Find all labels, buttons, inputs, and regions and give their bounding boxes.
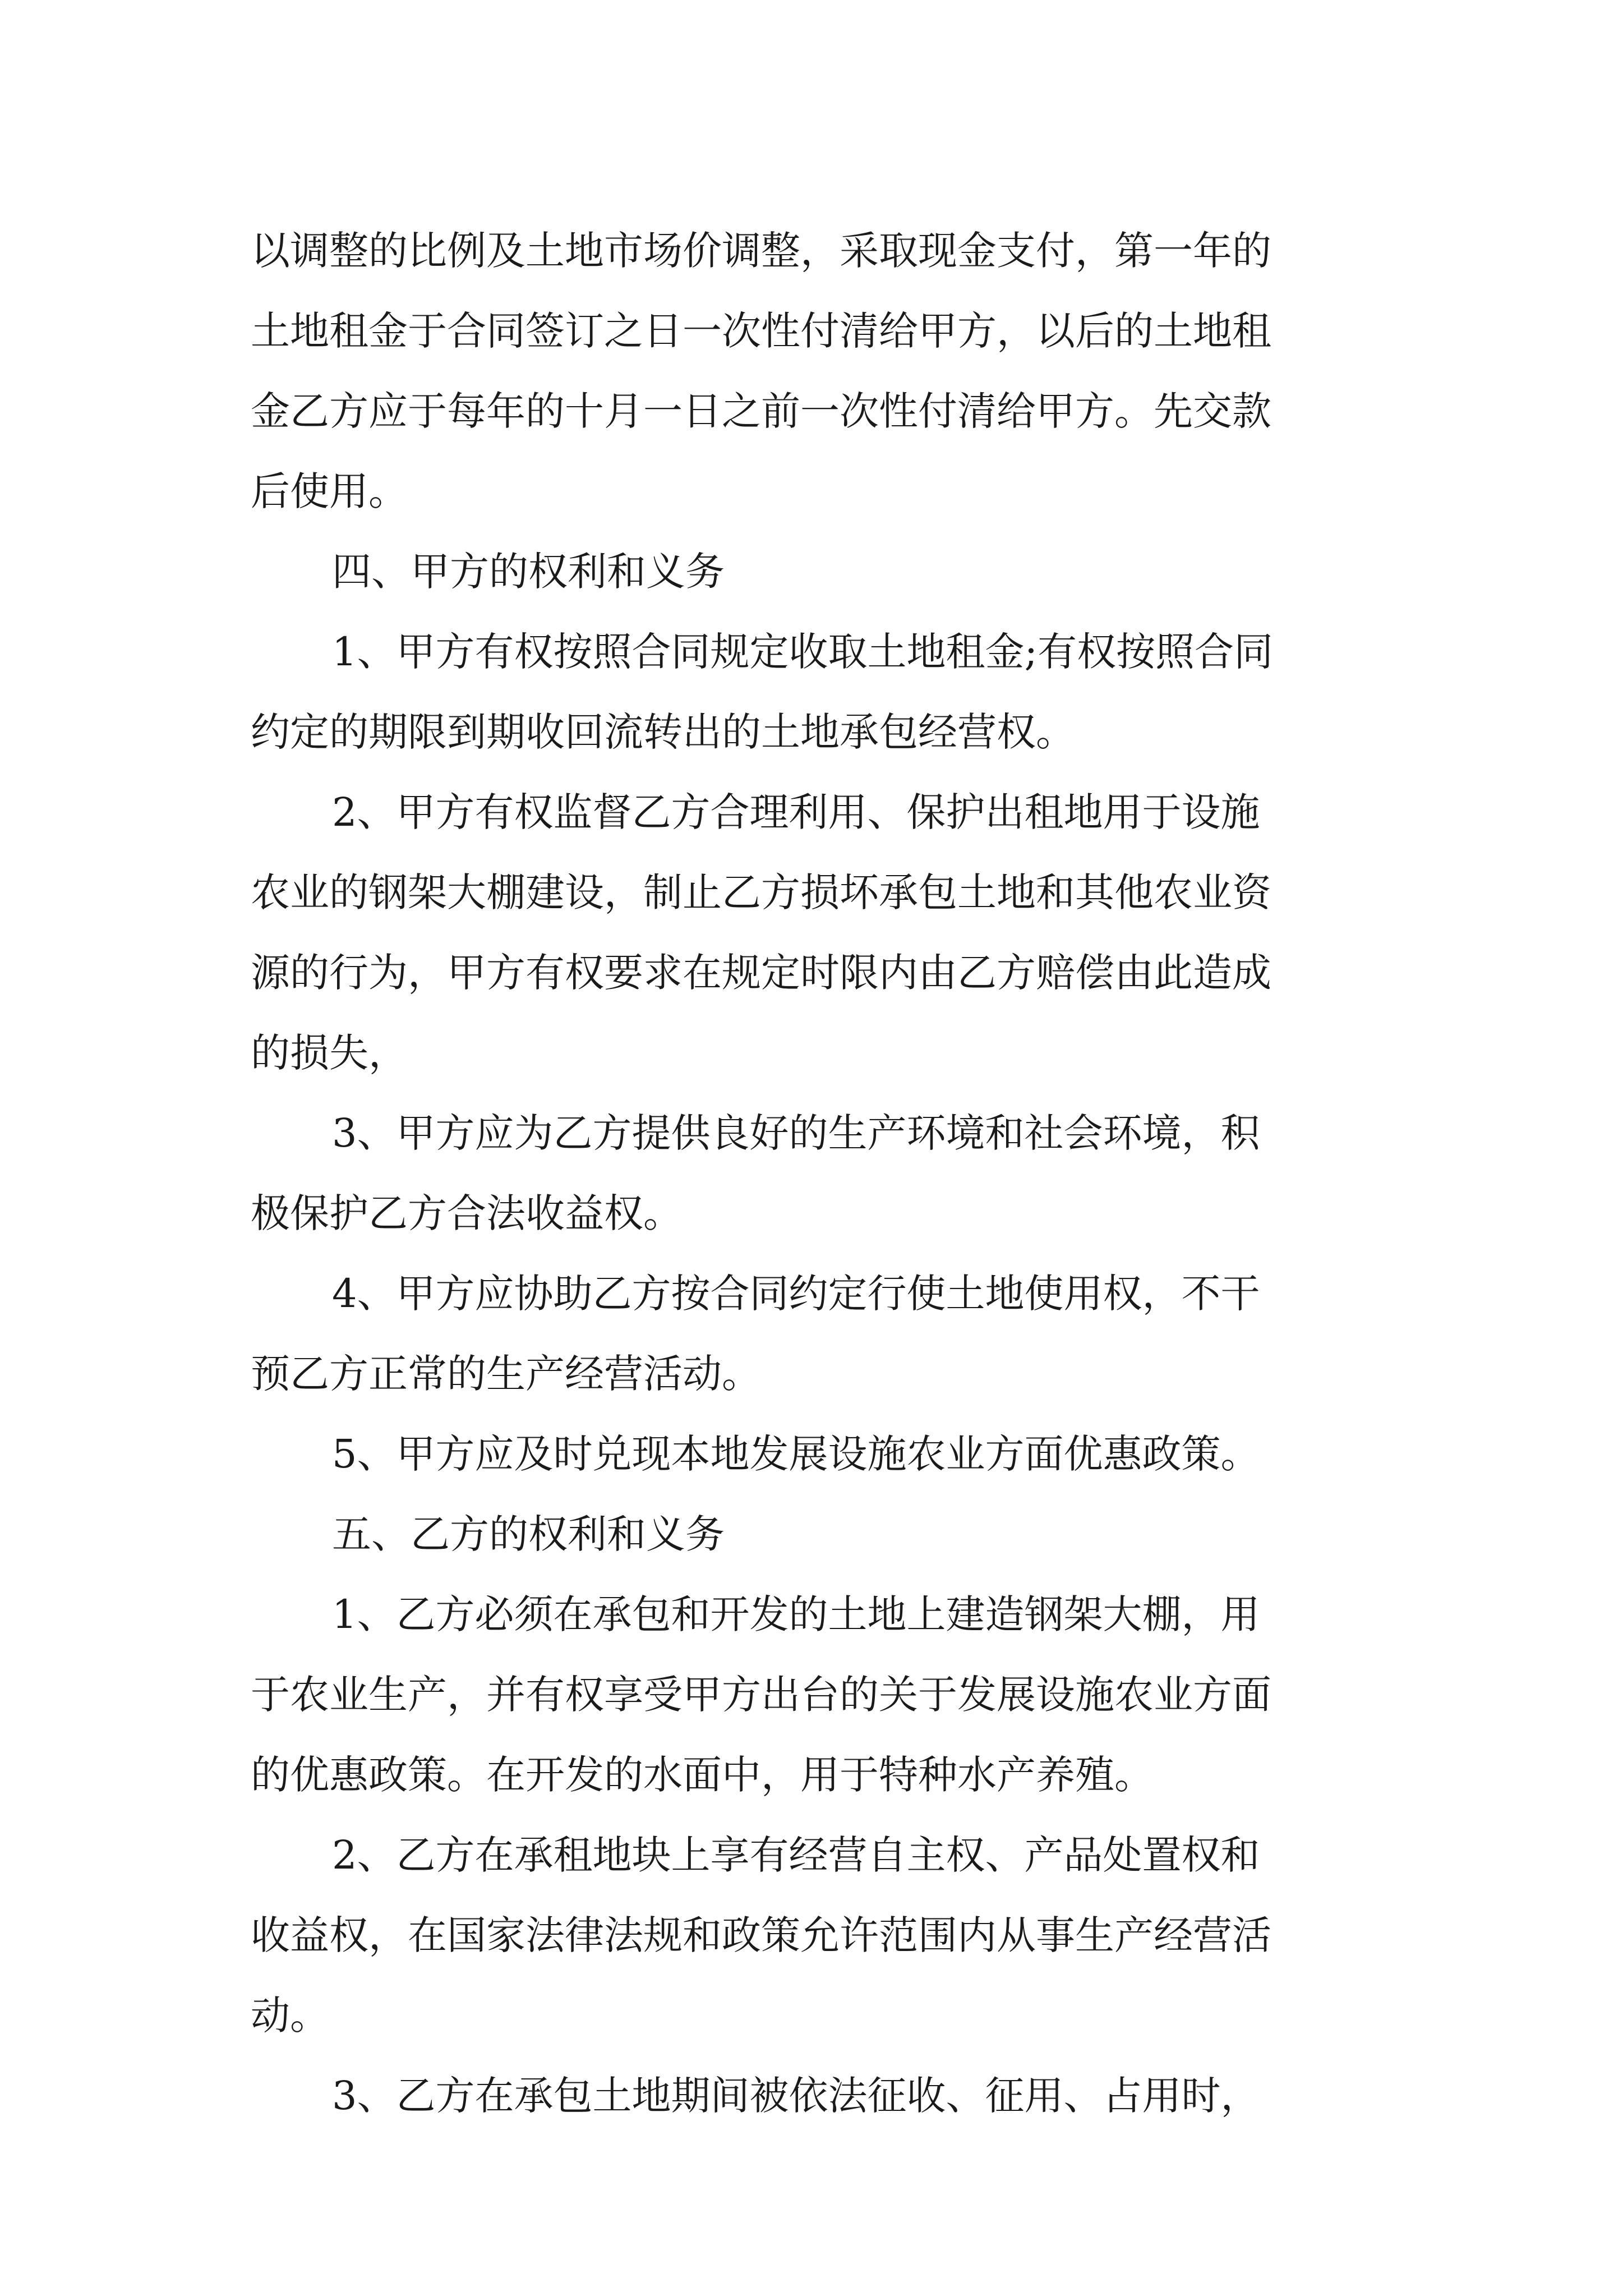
text-line: 的优惠政策。在开发的水面中，用于特种水产养殖。: [251, 1752, 1154, 1798]
text-line: 金乙方应于每年的十月一日之前一次性付清给甲方。先交款: [251, 388, 1271, 434]
text-line: 约定的期限到期收回流转出的土地承包经营权。: [251, 709, 1075, 755]
text-line: 极保护乙方合法收益权。: [251, 1190, 683, 1236]
text-line: 土地租金于合同签订之日一次性付清给甲方，以后的土地租: [251, 308, 1271, 354]
text-line: 收益权，在国家法律法规和政策允许范围内从事生产经营活: [251, 1912, 1271, 1958]
text-line: 动。: [251, 1993, 329, 2039]
section-heading: 四、甲方的权利和义务: [332, 549, 725, 595]
text-line: 3、乙方在承包土地期间被依法征收、征用、占用时，: [332, 2073, 1260, 2119]
text-line: 3、甲方应为乙方提供良好的生产环境和社会环境，积: [332, 1110, 1260, 1156]
text-line: 预乙方正常的生产经营活动。: [251, 1351, 761, 1397]
document-body: [251, 211, 1380, 2136]
text-line: 以调整的比例及土地市场价调整，采取现金支付，第一年的: [251, 228, 1271, 274]
text-line: 5、甲方应及时兑现本地发展设施农业方面优惠政策。: [332, 1431, 1260, 1477]
section-heading: 五、乙方的权利和义务: [332, 1511, 725, 1557]
text-line: 2、乙方在承租地块上享有经营自主权、产品处置权和: [332, 1832, 1260, 1878]
text-line: 的损失，: [251, 1030, 408, 1076]
text-line: 1、乙方必须在承包和开发的土地上建造钢架大棚，用: [332, 1591, 1260, 1637]
text-line: 1、甲方有权按照合同规定收取土地租金;有权按照合同: [332, 629, 1274, 675]
text-line: 源的行为，甲方有权要求在规定时限内由乙方赔偿由此造成: [251, 950, 1271, 996]
text-line: 后使用。: [251, 468, 408, 514]
text-line: 农业的钢架大棚建设，制止乙方损坏承包土地和其他农业资: [251, 869, 1271, 915]
text-line: 4、甲方应协助乙方按合同约定行使土地使用权，不干: [332, 1271, 1260, 1317]
text-line: 2、甲方有权监督乙方合理利用、保护出租地用于设施: [332, 789, 1260, 835]
text-line: 于农业生产，并有权享受甲方出台的关于发展设施农业方面: [251, 1672, 1271, 1718]
